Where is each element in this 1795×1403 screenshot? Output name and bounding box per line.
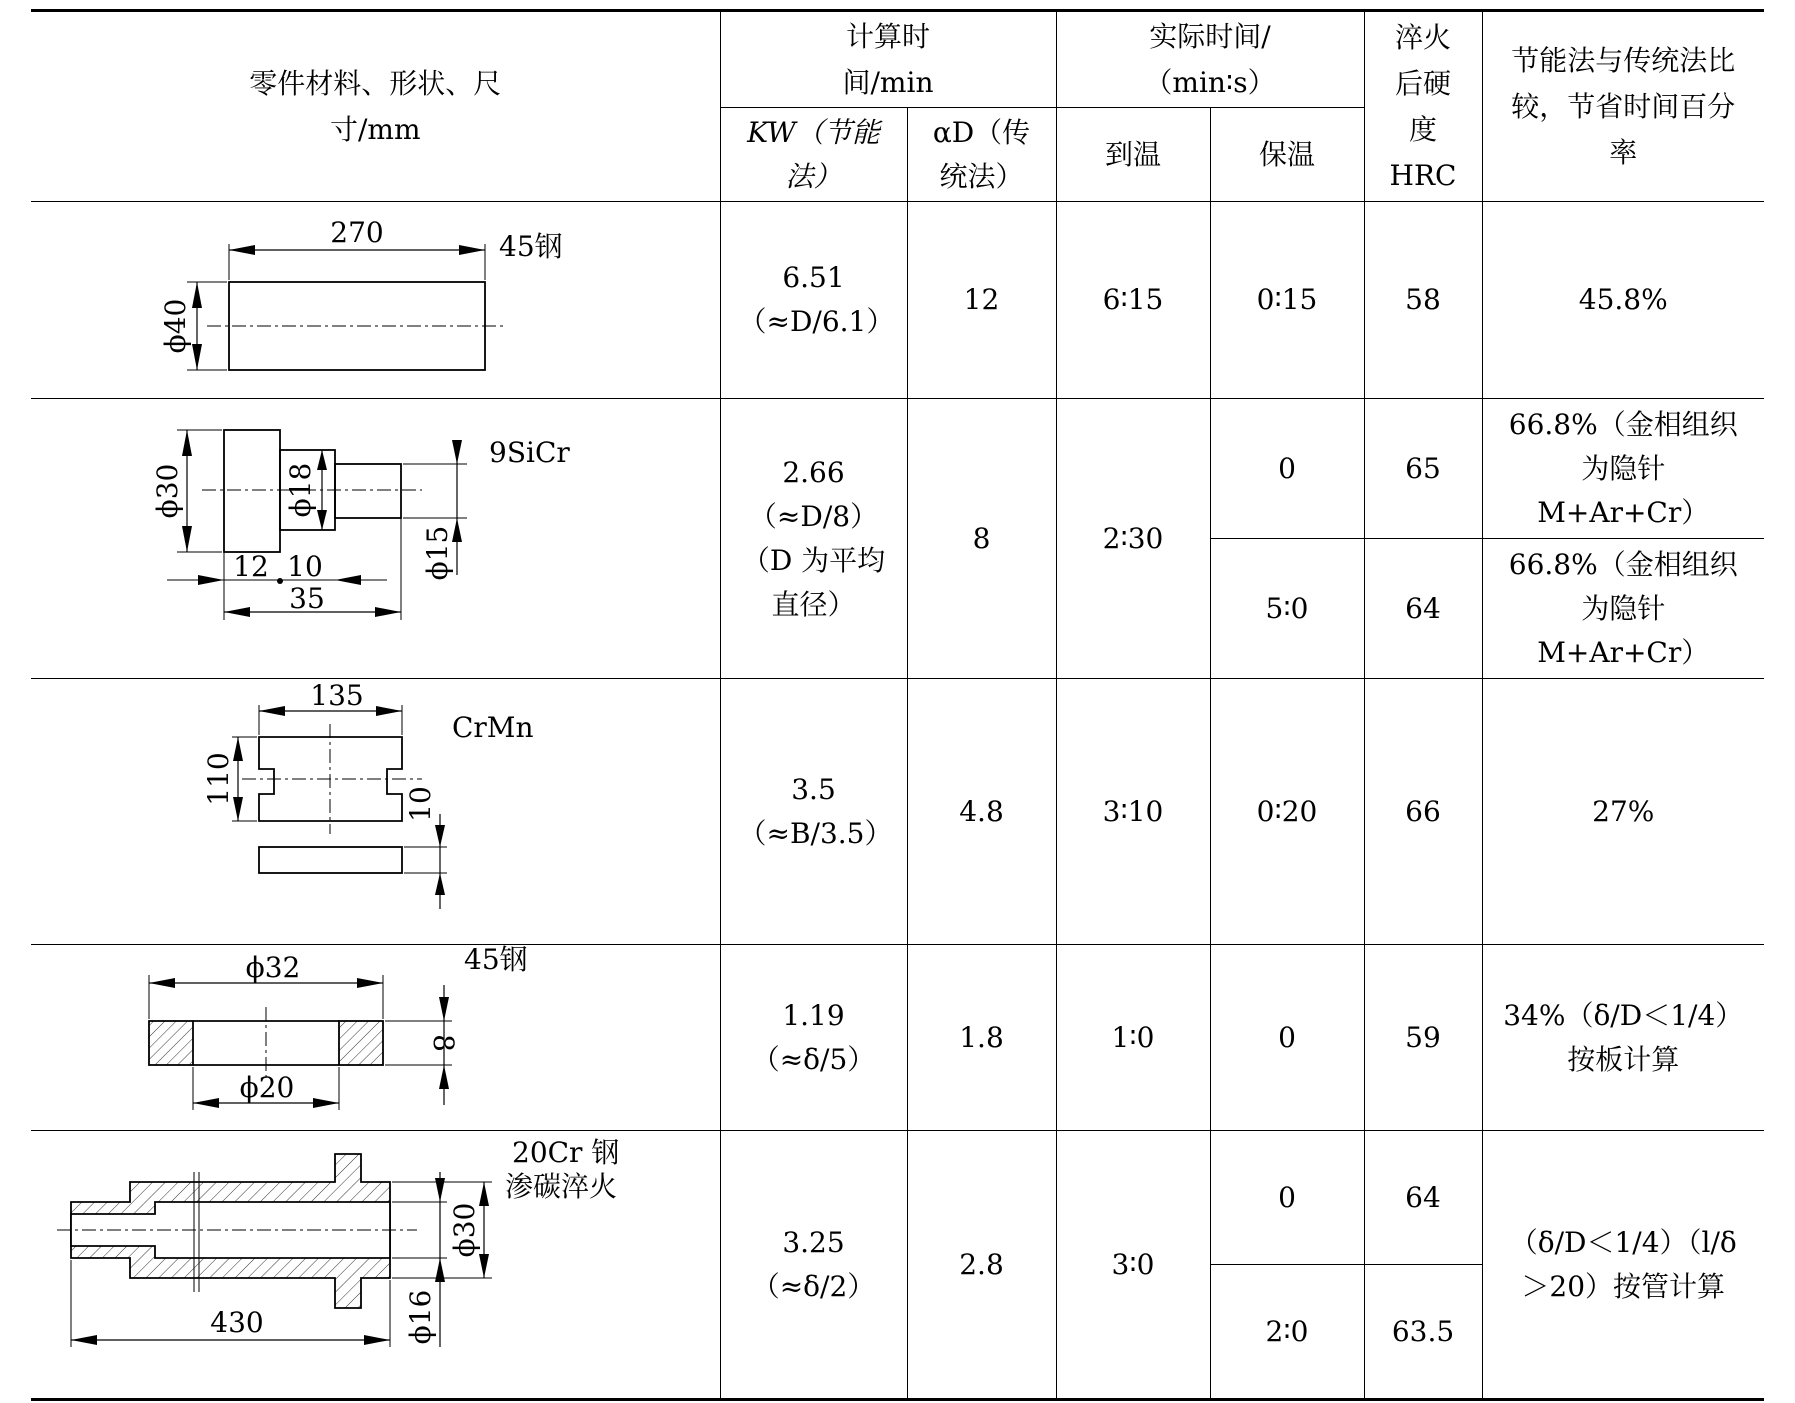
header-actual-time xyxy=(1056,11,1364,108)
header-saving-label: 节能法与传统法比较，节省时间百分率 xyxy=(1511,43,1736,169)
header-ad xyxy=(907,108,1056,202)
dim-110: 110 xyxy=(202,752,235,806)
dim-35: 35 xyxy=(289,581,325,615)
header-parts-label: 零件材料、形状、尺寸/mm xyxy=(249,66,502,146)
to-temp-cell xyxy=(1056,945,1210,1131)
header-kw-label: KW（节能法） xyxy=(747,115,880,193)
to-temp-value: 3∶10 xyxy=(1102,794,1164,828)
kw-value: 3.5（≈B/3.5） xyxy=(738,772,893,850)
to-temp-cell xyxy=(1056,679,1210,945)
dim-10: 10 xyxy=(404,786,437,822)
hold-value: 0 xyxy=(1278,451,1296,485)
saving-value: 66.8%（金相组织为隐针 M+Ar+Cr） xyxy=(1508,547,1738,669)
header-actual-time-label: 实际时间/（min∶s） xyxy=(1144,19,1276,99)
header-kw xyxy=(720,108,907,202)
ad-value: 8 xyxy=(972,521,991,555)
material-label: CrMn xyxy=(452,711,534,744)
hrc-cell xyxy=(1364,399,1482,539)
to-temp-value: 3∶0 xyxy=(1111,1247,1155,1281)
part-drawing-5 xyxy=(31,1131,720,1400)
kw-value: 1.19（≈δ/5） xyxy=(751,998,876,1076)
saving-value: 45.8% xyxy=(1578,283,1668,316)
dim-430: 430 xyxy=(210,1305,264,1339)
material-label: 9SiCr xyxy=(489,435,570,469)
hrc-cell xyxy=(1364,679,1482,945)
hold-cell xyxy=(1210,1131,1364,1265)
dim-phi30: ϕ30 xyxy=(151,463,184,518)
table-row xyxy=(31,202,1764,399)
saving-value: （δ/D＜1/4）（l/δ＞20）按管计算 xyxy=(1509,1225,1737,1303)
dim-phi18: ϕ18 xyxy=(284,462,317,517)
kw-value: 3.25（≈δ/2） xyxy=(751,1225,876,1303)
saving-value: 27% xyxy=(1592,794,1655,828)
hold-cell xyxy=(1210,539,1364,679)
ring-drawing xyxy=(37,945,726,1130)
hold-cell xyxy=(1210,399,1364,539)
hrc-cell xyxy=(1364,202,1482,399)
kw-value: 6.51（≈D/6.1） xyxy=(738,261,895,338)
part-drawing-1 xyxy=(31,202,720,399)
material-label-line1: 20Cr 钢 xyxy=(512,1135,620,1169)
part-drawing-2 xyxy=(31,399,720,679)
to-temp-value: 1∶0 xyxy=(1111,1020,1155,1054)
header-hold-label: 保温 xyxy=(1258,137,1315,171)
kw-cell xyxy=(720,1131,907,1400)
table-row xyxy=(31,679,1764,945)
dim-135: 135 xyxy=(310,679,364,712)
part-drawing-3 xyxy=(31,679,720,945)
hold-cell xyxy=(1210,1265,1364,1400)
hrc-value: 64 xyxy=(1405,1180,1441,1214)
to-temp-cell xyxy=(1056,399,1210,679)
kw-cell xyxy=(720,202,907,399)
ad-value: 2.8 xyxy=(959,1247,1004,1281)
hrc-value: 66 xyxy=(1405,794,1441,828)
header-hold xyxy=(1210,108,1364,202)
hold-cell xyxy=(1210,679,1364,945)
ad-cell xyxy=(907,679,1056,945)
hollow-shaft-drawing xyxy=(37,1132,726,1398)
kw-cell xyxy=(720,945,907,1131)
table-row xyxy=(31,1131,1764,1265)
stepped-shaft-drawing xyxy=(37,400,726,678)
material-label: 45钢 xyxy=(499,230,563,263)
saving-cell xyxy=(1482,945,1764,1131)
header-to-temp xyxy=(1056,108,1210,202)
table-row xyxy=(31,945,1764,1131)
hold-value: 0∶15 xyxy=(1256,283,1318,316)
hrc-value: 64 xyxy=(1405,591,1441,625)
header-hardness xyxy=(1364,11,1482,202)
saving-cell xyxy=(1482,539,1764,679)
hold-cell xyxy=(1210,945,1364,1131)
hold-value: 0 xyxy=(1278,1020,1296,1054)
hrc-value: 59 xyxy=(1405,1020,1441,1054)
ad-value: 4.8 xyxy=(959,794,1004,828)
dim-10: 10 xyxy=(287,549,323,583)
hrc-cell xyxy=(1364,1131,1482,1265)
hrc-value: 65 xyxy=(1405,451,1441,485)
material-label-line2: 渗碳淬火 xyxy=(505,1169,618,1203)
hold-cell xyxy=(1210,202,1364,399)
table-row xyxy=(31,399,1764,539)
ad-cell xyxy=(907,399,1056,679)
dim-270: 270 xyxy=(330,216,384,249)
to-temp-cell xyxy=(1056,202,1210,399)
header-hardness-label: 淬火后硬度HRC xyxy=(1389,20,1457,192)
dim-phi20: ϕ20 xyxy=(239,1071,295,1104)
header-to-temp-label: 到温 xyxy=(1104,137,1161,171)
hrc-value: 58 xyxy=(1405,283,1441,316)
hold-value: 5∶0 xyxy=(1265,591,1309,625)
ad-value: 12 xyxy=(963,283,1000,316)
header-calc-time-label: 计算时间/min xyxy=(842,19,934,99)
hrc-cell xyxy=(1364,539,1482,679)
saving-cell xyxy=(1482,399,1764,539)
quenching-time-table xyxy=(31,9,1764,1401)
header-row-1 xyxy=(31,11,1764,108)
header-ad-label: αD（传统法） xyxy=(932,115,1031,193)
material-label: 45钢 xyxy=(464,945,528,976)
ad-cell xyxy=(907,202,1056,399)
dim-phi40: ϕ40 xyxy=(159,298,192,354)
hrc-cell xyxy=(1364,945,1482,1131)
kw-value: 2.66（≈D/8）（D 为平均直径） xyxy=(741,455,886,621)
dim-phi32: ϕ32 xyxy=(245,951,301,984)
hold-value: 2∶0 xyxy=(1265,1314,1309,1348)
dim-8: 8 xyxy=(427,1034,460,1052)
dim-phi15: ϕ15 xyxy=(421,525,454,580)
header-parts xyxy=(31,11,720,202)
header-calc-time xyxy=(720,11,1056,108)
to-temp-cell xyxy=(1056,1131,1210,1400)
kw-cell xyxy=(720,679,907,945)
hold-value: 0 xyxy=(1278,1180,1296,1214)
dim-phi30: ϕ30 xyxy=(448,1202,481,1257)
shaft-drawing xyxy=(37,202,726,398)
header-saving xyxy=(1482,11,1764,202)
saving-cell xyxy=(1482,1131,1764,1400)
ad-cell xyxy=(907,945,1056,1131)
ad-value: 1.8 xyxy=(959,1020,1004,1054)
part-drawing-4 xyxy=(31,945,720,1131)
to-temp-value: 2∶30 xyxy=(1102,521,1164,555)
die-block-drawing xyxy=(37,679,726,944)
kw-cell xyxy=(720,399,907,679)
dim-12: 12 xyxy=(233,549,269,583)
ad-cell xyxy=(907,1131,1056,1400)
to-temp-value: 6∶15 xyxy=(1102,283,1164,316)
saving-cell xyxy=(1482,202,1764,399)
hrc-value: 63.5 xyxy=(1391,1314,1455,1348)
hrc-cell xyxy=(1364,1265,1482,1400)
saving-cell xyxy=(1482,679,1764,945)
dim-phi16: ϕ16 xyxy=(404,1289,437,1344)
saving-value: 34%（δ/D＜1/4）按板计算 xyxy=(1503,998,1744,1076)
hold-value: 0∶20 xyxy=(1256,794,1318,828)
saving-value: 66.8%（金相组织为隐针 M+Ar+Cr） xyxy=(1508,407,1738,529)
